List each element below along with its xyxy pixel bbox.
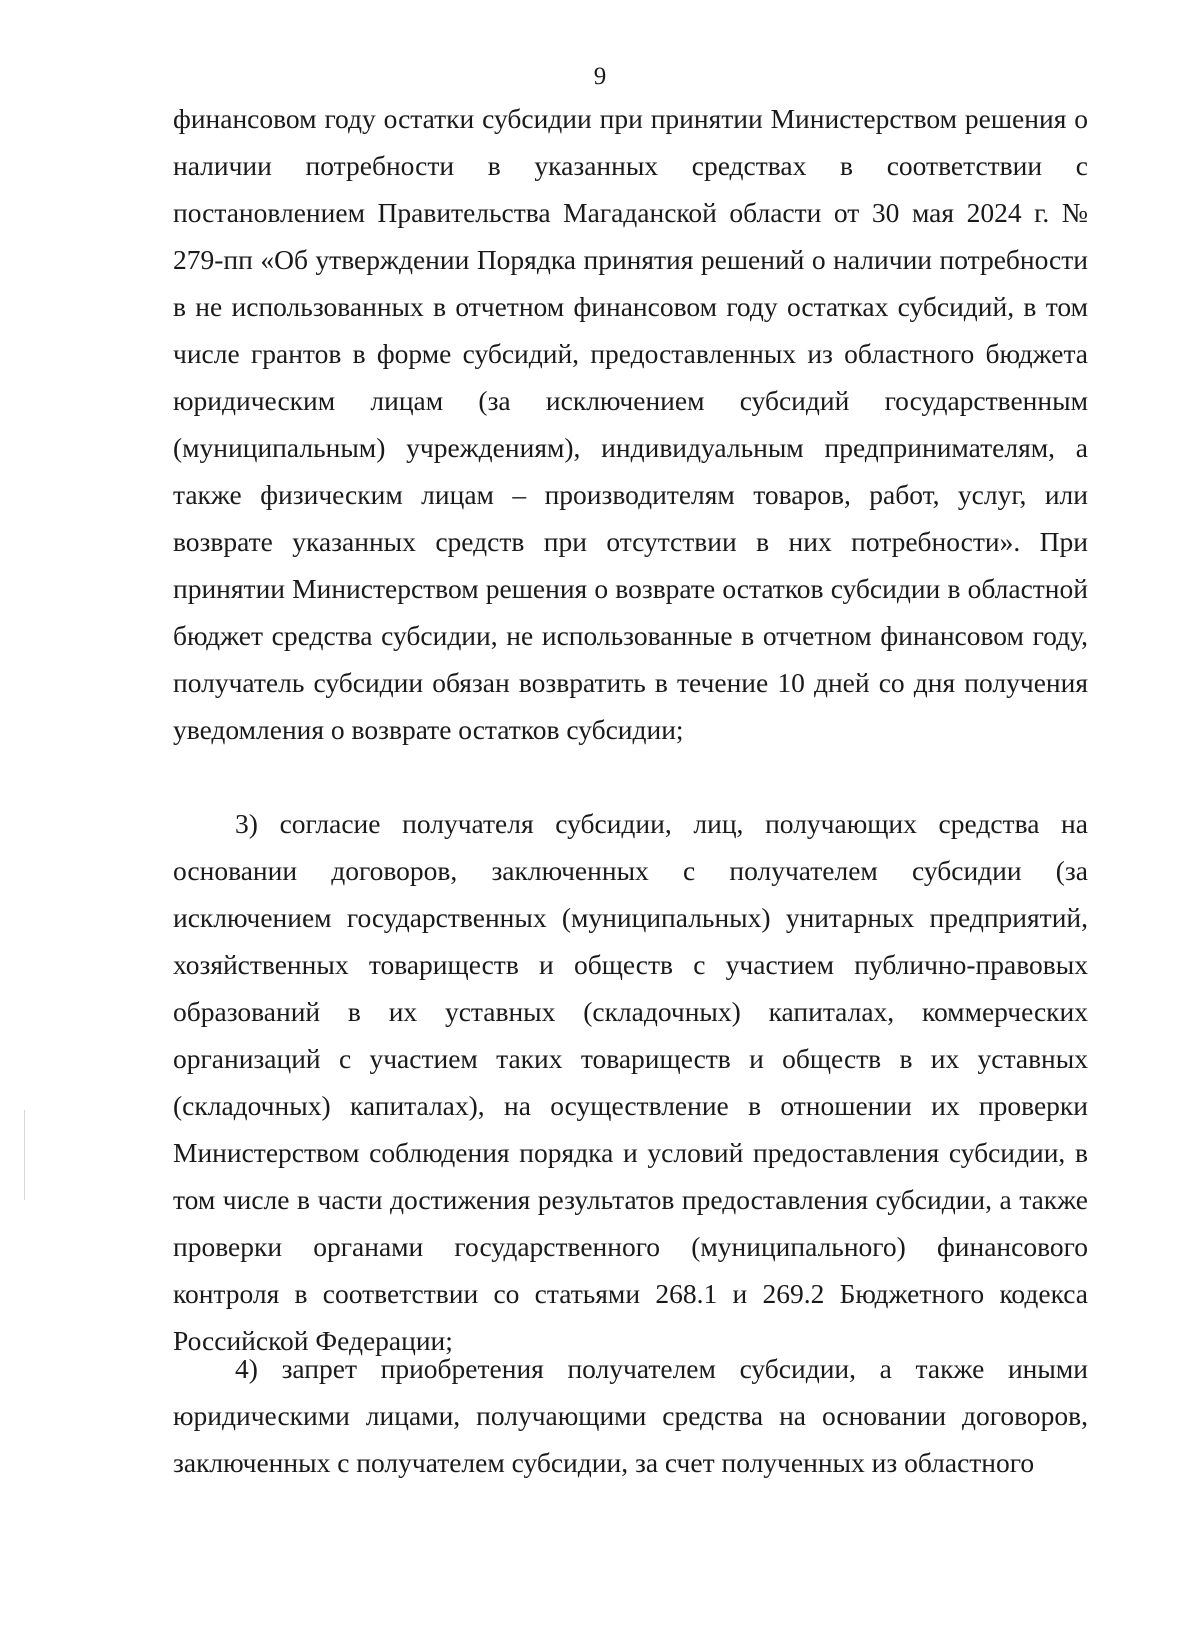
scan-edge-mark [24,1110,25,1200]
paragraph-item-4-prohibition: 4) запрет приобретения получателем субсидии, а также иными юридическими лицами, получающими средства на основании договоров, заключенных с получателем субсидии, за счет полученных из областного [173,1353,1088,1478]
paragraph-subsidy-remainders: финансовом году остатки субсидии при принятии Министерством решения о наличии потребности в указанных средствах в соответствии с постановлением Правительства Магаданской области от 30 мая 2024 г. № 279-пп «Об утверждении Порядка принятия решений о наличии потребности в не использованных в отчетном финансовом году остатках субсидий, в том числе грантов в форме субсидий, предоставленных из областного бюджета юридическим лицам (за исключением субсидий государственным (муниципальным) учреждениям), индивидуальным предпринимателям, а также физическим лицам – производителям товаров, работ, услуг, или возврате указанных средств при отсутствии в них потребности». При принятии Министерством решения о возврате остатков субсидии в областной бюджет средства субсидии, не использованные в отчетном финансовом году, получатель субсидии обязан возвратить в течение 10 дней со дня получения уведомления о возврате остатков субсидии; [173,103,1088,745]
paragraph-item-3-consent: 3) согласие получателя субсидии, лиц, получающих средства на основании договоров, заключенных с получателем субсидии (за исключением государственных (муниципальных) унитарных предприятий, хозяйственных товариществ и обществ с участием публично-правовых образований в их уставных (складочных) капиталах, коммерческих организаций с участием таких товариществ и обществ в их уставных (складочных) капиталах), на осуществление в отношении их проверки Министерством соблюдения порядка и условий предоставления субсидии, в том числе в части достижения результатов предоставления субсидии, а также проверки органами государственного (муниципального) финансового контроля в соответствии со статьями 268.1 и 269.2 Бюджетного кодекса Российской Федерации; [173,808,1088,1356]
page-number: 9 [593,63,607,90]
